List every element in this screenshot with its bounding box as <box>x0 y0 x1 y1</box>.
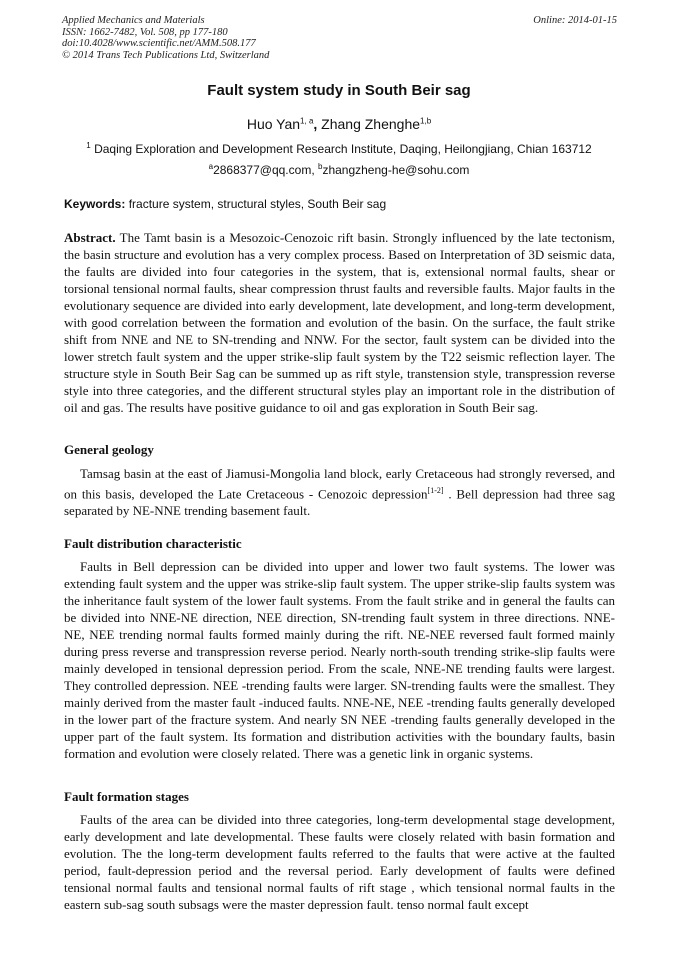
general-geology-text-cont: . Bell depression had three sag separated by NE-NNE trending basement fault. <box>64 486 616 519</box>
author-line: Huo Yan$^{1, a}$, Zhang Zhenghe$^{1,b}$ <box>246 116 432 132</box>
issn-line: ISSN: 1662-7482, Vol. 508, pp 177-180 <box>62 26 228 38</box>
email-line <box>0 162 678 177</box>
keywords-text: fracture system, structural styles, South Beir sag <box>125 197 387 211</box>
fault-distribution-paragraph: Faults in Bell depression can be divided into upper and lower two fault systems. The lower was extending fault system and the upper was strike-slip fault system. The upper strike-slip faults system was the inheritance fault system of the lower fault systems. From the fault strike and in general the faults can be divided into NNE-NE direction, NEE direction, SN-trending fault system in three directions. NNE-NE, NEE trending normal faults formed mainly during the rift. NE-NEE reversed fault formed mainly during press reverse and transpression reverse period. Nearly north-south trending strike-slip faults were mainly developed in tensional depression period. From the scale, NNE-NE trending faults were largest. They controlled depression. NEE -trending faults were larger. SN-trending faults were the smallest. They mainly derived from the master fault -induced faults. NNE-NE, NEE -trending faults generally developed in the lower part of the fracture system. And nearly SN NEE -trending faults generally developed in the upper part of the fault system. Its formation and distribution activities with the boundary faults, basin formation and evolution were closely related. There was a genetic link in organic systems. <box>64 559 615 761</box>
fault-formation-paragraph: Faults of the area can be divided into three categories, long-term developmental stage development, early development and late developmental. These faults were closely related with basin formation and evolution. The the long-term development faults referred to the faults that were active at the faulted period, fault-depression period and the reversal period. Early development of faults were defined tensional normal faults and tensional normal faults of rift stage , which tensional normal faults in the eastern sub-sag south subsags were the master depression fault. tenso normal fault except <box>64 812 615 912</box>
email-a-superscript: a <box>208 162 214 171</box>
section-heading-general-geology: General geology <box>64 442 154 457</box>
paper-title: Fault system study in South Beir sag <box>207 82 471 99</box>
section-heading-fault-distribution: Fault distribution characteristic <box>64 536 242 551</box>
abstract-text: The Tamt basin is a Mesozoic-Cenozoic rift basin. Strongly influenced by the late tectonism, the basin structure and evolution has a very complex process. Based on Interpretation of 3D seismic data, the faults are divided into four categories in the system, that is, extensional normal faults, shear or torsional tensional normal faults, shear compression thrust faults and reversible faults. Major faults in the evolutionary sequence are divided into early development, late development, and long-term development, with good correlation between the formation and evolution of the basin. On the surface, the fault strike shift from NNE and NE to SN-trending and NNW. For the sector, fault system can be divided into the lower stretch fault system and the upper strike-slip fault system by the T22 seismic reflection layer. The structure style in South Beir Sag can be summed up as rift style, transtension style, transpression reverse style into three categories, and the different structural styles play an important role in the distribution of oil and gas. The results have positive guidance to oil and gas exploration in South Beir sag. <box>64 230 615 415</box>
affiliation-superscript: 1 <box>86 141 91 150</box>
keywords-label: Keywords: <box>64 197 126 211</box>
author-2: Zhang Zhenghe <box>321 116 421 132</box>
author-1: Huo Yan <box>246 116 301 132</box>
copyright-line: © 2014 Trans Tech Publications Ltd, Switzerland <box>62 49 270 61</box>
abstract <box>64 229 615 416</box>
email-b: zhangzheng-he@sohu.com <box>322 163 470 177</box>
author-2-superscript: 1,b <box>420 116 432 126</box>
doi-line: doi:10.4028/www.scientific.net/AMM.508.177 <box>62 38 256 49</box>
affiliation-text: Daqing Exploration and Development Research Institute, Daqing, Heilongjiang, Chian 163712 <box>94 142 592 156</box>
abstract-label: Abstract. <box>64 230 116 245</box>
general-geology-paragraph <box>64 465 615 519</box>
keywords <box>64 197 615 211</box>
general-geology-text: Tamsag basin at the east of Jiamusi-Mongolia land block, early Cretaceous had strongly reversed, and on this basis, developed the Late Cretaceous - Cenozoic depression <box>64 466 615 502</box>
affiliation <box>0 141 678 156</box>
journal-name: Applied Mechanics and Materials <box>62 15 205 26</box>
journal-header <box>62 15 617 61</box>
section-heading-fault-formation: Fault formation stages <box>64 789 189 804</box>
email-a: 2868377@qq.com, <box>213 163 318 177</box>
author-1-superscript: 1, a <box>300 116 314 126</box>
online-date: Online: 2014-01-15 <box>533 15 617 26</box>
citation-ref: [1-2] <box>427 486 444 495</box>
email-b-superscript: b <box>317 162 323 171</box>
